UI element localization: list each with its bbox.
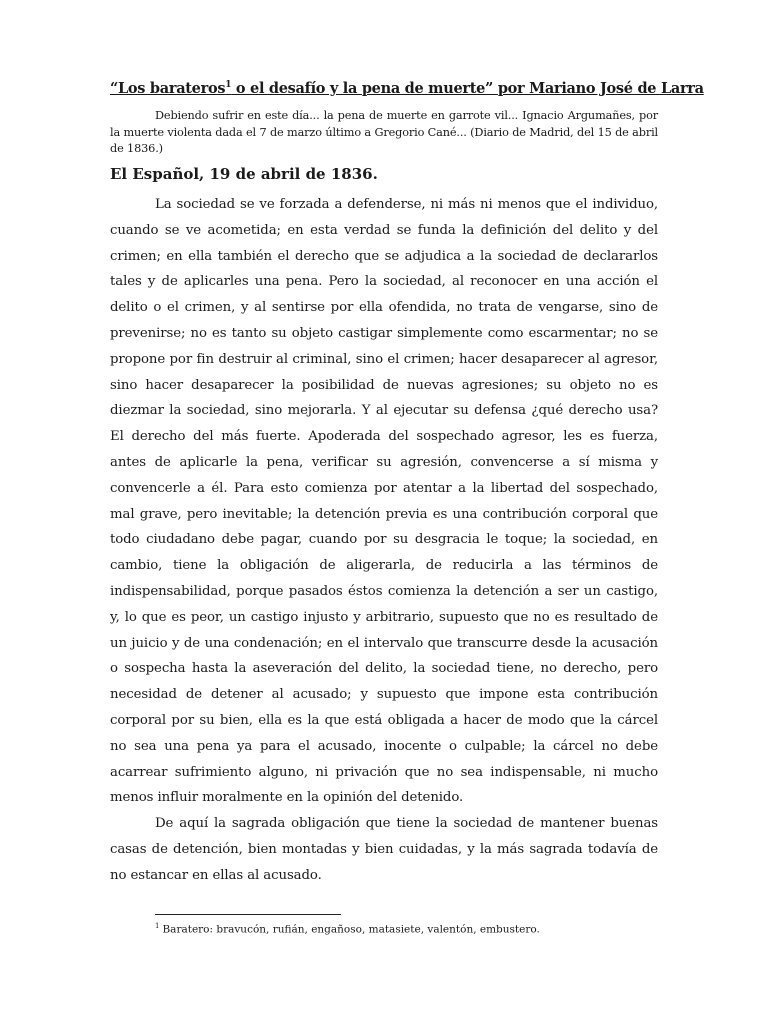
paragraph: La sociedad se ve forzada a defenderse, ni más ni menos que el individuo, cuando se ve acometida; en esta verdad se funda la definición del delito y del crimen; en ella también el derecho que se adjudica a la sociedad de declararlos tales y de aplicarles una pena. Pero la sociedad, al reconocer en una acción el delito o el crimen, y al sentirse por ella ofendida, no trata de vengarse, sino de prevenirse; no es tanto su objeto castigar simplemente como escarmentar; no se propone por fin destruir al criminal, sino el crimen; hacer desaparecer al agresor, sino hacer desaparecer la posibilidad de nuevas agresiones; su objeto no es diezmar la sociedad, sino mejorarla. Y al ejecutar su defensa ¿qué derecho usa? El derecho del más fuerte. Apoderada del sospechado agresor, les es fuerza, antes de aplicarle la pena, verificar su agresión, convencerse a sí misma y convencerle a él. Para esto comienza por atentar a la libertad del sospechado, mal grave, pero inevitable; la detención previa es una contribución corporal que todo ciudadano debe pagar, cuando por su desgracia le toque; la sociedad, en cambio, tiene la obligación de aligerarla, de reducirla a las términos de indispensabilidad, porque pasados éstos comienza la detención a ser un castigo, y, lo que es peor, un castigo injusto y arbitrario, supuesto que no es resultado de un juicio y de una condenación; en el intervalo que transcurre desde la acusación o sospecha hasta la aseveración del delito, la sociedad tiene, no derecho, pero necesidad de detener al acusado; y supuesto que impone esta contribución corporal por su bien, ella es la que está obligada a hacer de modo que la cárcel no sea una pena ya para el acusado, inocente o culpable; la cárcel no debe acarrear sufrimiento alguno, ni privación que no sea indispensable, ni mucho menos influir moralmente en la opinión del detenido. [110,197,658,806]
title-rest: o el desafío y la pena de muerte” por Mariano José de Larra [231,80,704,97]
footnote-number: 1 [155,922,160,930]
footnote-text: Baratero: bravucón, rufián, engañoso, matasiete, valentón, embustero. [162,923,540,936]
paragraph: De aquí la sagrada obligación que tiene la sociedad de mantener buenas casas de detención, bien montadas y bien cuidadas, y la más sagrada todavía de no estancar en ellas al acusado. [110,816,658,883]
epigraph: Debiendo sufrir en este día... la pena de muerte en garrote vil... Ignacio Argumañes, por la muerte violenta dada el 7 de marzo último a Gregorio Cané... (Diario de Madrid, del 15 de abril de 1836.) [110,109,658,155]
section-heading: El Español, 19 de abril de 1836. [110,165,378,183]
title-text: “Los barateros [110,80,226,97]
footnote-reference: 1 [225,80,232,91]
body-text [110,192,658,889]
footnote [155,922,540,936]
article-title [110,80,704,97]
footnote-separator [155,914,341,915]
